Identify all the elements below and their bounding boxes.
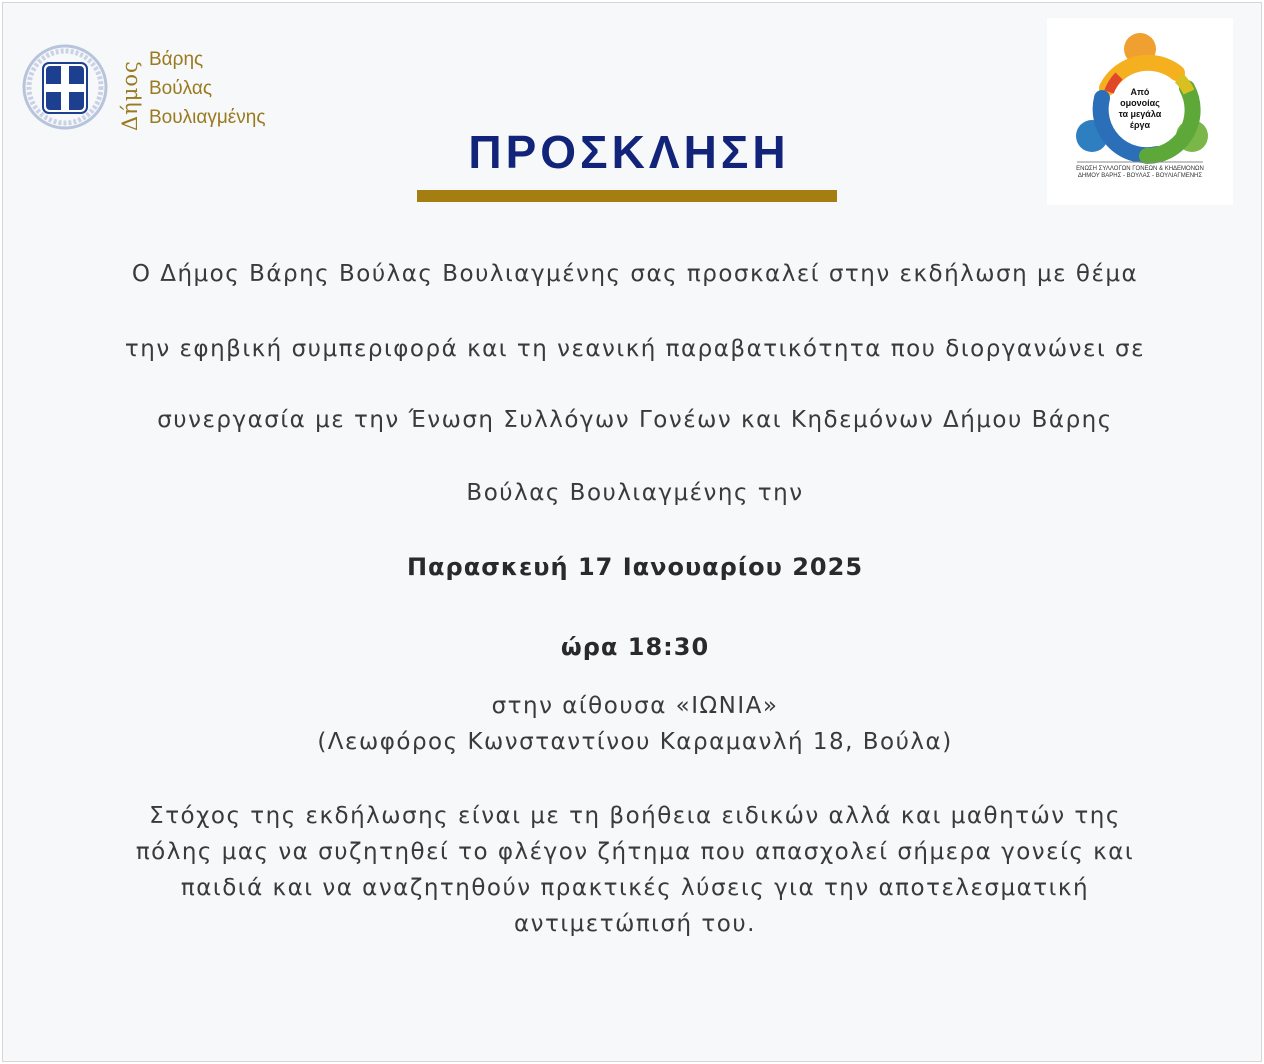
slogan-line-4: έργα bbox=[1129, 120, 1151, 130]
event-date: Παρασκευή 17 Ιανουαρίου 2025 bbox=[406, 553, 864, 581]
goal-line-4: αντιμετώπισή του. bbox=[514, 911, 756, 937]
intro-line-2: την εφηβική συμπεριφορά και τη νεανική παραβατικότητα που διοργανώνει σε bbox=[124, 336, 1146, 362]
municipality-logo bbox=[21, 43, 291, 133]
page-title: ΠΡΟΣΚΛΗΣΗ bbox=[468, 126, 790, 178]
intro-line-1: Ο Δήμος Βάρης Βούλας Βουλιαγμένης σας προσκαλεί στην εκδήλωση με θέμα bbox=[131, 261, 1139, 287]
invitation-page bbox=[2, 2, 1262, 1062]
municipality-line-2: Βούλας bbox=[149, 78, 212, 99]
municipality-line-1: Βάρης bbox=[149, 49, 204, 70]
parents-union-logo bbox=[1047, 18, 1233, 205]
unity-circle-icon bbox=[1047, 18, 1233, 168]
union-caption bbox=[1047, 166, 1233, 180]
event-time: ώρα 18:30 bbox=[560, 633, 710, 661]
slogan-line-2: ομονοίας bbox=[1120, 98, 1160, 108]
goal-line-3: παιδιά και να αναζητηθούν πρακτικές λύσεις για την αποτελεσματική bbox=[180, 875, 1090, 901]
greek-emblem-icon bbox=[21, 43, 111, 133]
intro-line-4: Βούλας Βουλιαγμένης την bbox=[466, 480, 804, 506]
union-caption-line-2: ΔΗΜΟΥ ΒΑΡΗΣ - ΒΟΥΛΑΣ - ΒΟΥΛΙΑΓΜΕΝΗΣ bbox=[1077, 173, 1203, 179]
municipality-vertical-word: Δήμος bbox=[118, 60, 142, 131]
event-address: (Λεωφόρος Κωνσταντίνου Καραμανλή 18, Βούλα) bbox=[317, 729, 953, 755]
intro-line-3: συνεργασία με την Ένωση Συλλόγων Γονέων και Κηδεμόνων Δήμου Βάρης bbox=[157, 407, 1113, 433]
title-underline bbox=[417, 190, 837, 202]
event-venue: στην αίθουσα «ΙΩΝΙΑ» bbox=[491, 693, 779, 719]
municipality-line-3: Βουλιαγμένης bbox=[149, 107, 266, 128]
goal-line-2: πόλης μας να συζητηθεί το φλέγον ζήτημα που απασχολεί σήμερα γονείς και bbox=[135, 839, 1135, 865]
goal-line-1: Στόχος της εκδήλωσης είναι με τη βοήθεια ειδικών αλλά και μαθητών της bbox=[149, 803, 1121, 829]
union-caption-line-1: ΕΝΩΣΗ ΣΥΛΛΟΓΩΝ ΓΟΝΕΩΝ & ΚΗΔΕΜΟΝΩΝ bbox=[1076, 166, 1204, 172]
slogan-line-3: τα μεγάλα bbox=[1118, 109, 1162, 119]
slogan-line-1: Από bbox=[1130, 87, 1150, 97]
